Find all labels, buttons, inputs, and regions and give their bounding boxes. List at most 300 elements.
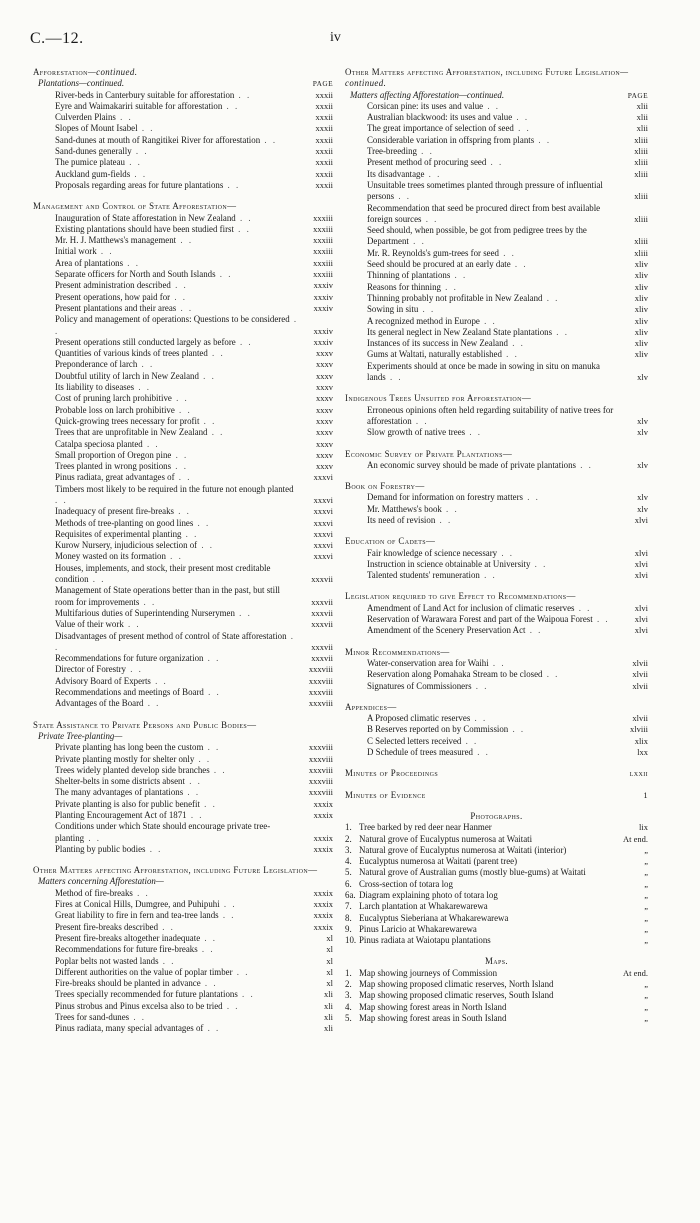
toc-entry — [345, 405, 648, 428]
page-number: xxxix — [313, 899, 333, 910]
page-column-label: PAGE — [312, 79, 333, 89]
toc-entry — [33, 619, 333, 630]
page-number: „ — [644, 890, 648, 900]
dot-leader: . . — [450, 270, 468, 281]
entry-text: Pinus radiata, many special advantages of — [55, 1023, 204, 1034]
toc-entry — [33, 484, 333, 507]
entry-text: Minutes of Evidence — [345, 789, 426, 800]
page-number: At end. — [622, 967, 648, 978]
page-number: lxxii — [629, 768, 648, 779]
dot-leader: . . — [534, 134, 552, 145]
entry-text: Mr. R. Reynolds's gum-trees for seed — [367, 247, 499, 258]
right-column — [345, 67, 648, 1034]
entry-text: Pinus strobus and Pinus excelsa also to be tried — [55, 1000, 223, 1011]
entry-text: Houses, implements, and stock, their present most creditable condition — [55, 562, 271, 585]
page-number: xxxix — [313, 887, 333, 898]
entry-text: Its need of revision — [367, 514, 436, 525]
section-heading — [345, 591, 648, 602]
page-number: xxxiv — [313, 291, 333, 302]
dot-leader: . . — [218, 910, 236, 921]
dot-leader: . . — [143, 698, 161, 709]
toc-entry — [33, 799, 333, 810]
minutes-proceedings-entry — [345, 768, 648, 779]
toc-entry — [33, 371, 333, 382]
dot-leader: . . — [530, 558, 548, 569]
entry-text: Separate officers for North and South Islands — [55, 269, 216, 280]
toc-entry — [33, 765, 333, 776]
toc-entry — [33, 687, 333, 698]
entry-text: Amendment of the Scenery Preservation Act — [367, 625, 526, 636]
dot-leader: . . — [203, 1023, 221, 1034]
left-column — [33, 67, 333, 1045]
section-heading — [345, 702, 648, 713]
document-code: C.—12. — [30, 30, 84, 47]
dot-leader: . . — [55, 314, 299, 336]
entry-text: Methods of tree-planting on good lines — [55, 517, 194, 528]
toc-entry — [33, 314, 333, 337]
page-number: xxxix — [313, 910, 333, 921]
toc-entry — [33, 393, 333, 404]
page-number: xliv — [634, 349, 648, 360]
dot-leader: . . — [237, 989, 255, 1000]
toc-entry — [345, 504, 648, 515]
toc-section — [345, 702, 648, 758]
entry-text: Money wasted on its formation — [55, 551, 166, 562]
page-number: xxxiii — [313, 235, 333, 246]
entry-text: Director of Forestry — [55, 664, 126, 675]
section-heading-text: Book on Forestry— — [345, 481, 425, 492]
toc-entry — [345, 548, 648, 559]
section-heading — [345, 481, 648, 492]
dot-leader: . . — [479, 315, 497, 326]
entry-number: 6. — [345, 878, 352, 889]
dot-leader: . . — [88, 574, 106, 585]
page-number: xxxviii — [308, 698, 333, 709]
photographs-entry — [345, 856, 648, 867]
dot-leader: . . — [411, 415, 429, 426]
page-number: xlv — [637, 492, 648, 503]
page-number: xxxviii — [308, 764, 333, 775]
entry-text: Tree barked by red deer near Hanmer — [359, 822, 492, 833]
entry-text: Tree-breeding — [367, 146, 417, 157]
section-gap — [33, 855, 333, 865]
dot-leader: . . — [507, 338, 525, 349]
page-number: xxxv — [316, 449, 333, 460]
entry-text: Pinus radiata at Waiotapu plantations — [359, 935, 491, 946]
page-number: xliii — [634, 168, 648, 179]
entry-text: Fires at Conical Hills, Dumgree, and Puhipuhi — [55, 899, 220, 910]
dot-leader: . . — [435, 514, 453, 525]
toc-entry — [345, 747, 648, 758]
dot-leader: . . — [441, 503, 459, 514]
page-number: xxxv — [316, 415, 333, 426]
toc-entry — [33, 754, 333, 765]
entry-text: Natural grove of Eucalyptus numerosa at Waitati (interior) — [359, 844, 567, 855]
toc-entry — [33, 472, 333, 483]
toc-entry — [33, 224, 333, 235]
entry-text: B Reserves reported on by Commission — [367, 724, 509, 735]
toc-entry — [33, 742, 333, 753]
entry-text: Present operations still conducted largely as before — [55, 336, 236, 347]
dot-leader: . . — [207, 427, 225, 438]
entry-text: Considerable variation in offspring from plants — [367, 134, 535, 145]
page-number: xliii — [634, 236, 648, 247]
entry-text: Requisites of experimental planting — [55, 528, 182, 539]
dot-leader: . . — [232, 966, 250, 977]
page-number: xxxiii — [313, 223, 333, 234]
toc-entry — [345, 681, 648, 692]
dot-leader: . . — [552, 326, 569, 337]
toc-section — [33, 67, 333, 191]
toc-entry — [33, 450, 333, 461]
section-gap — [345, 1024, 648, 1034]
entry-text: Value of their work — [55, 619, 124, 630]
toc-entry — [345, 570, 648, 581]
page-number: xxxiii — [313, 257, 333, 268]
entry-text: Management of State operations better than in the past, but still room for improvements — [55, 585, 281, 607]
section-gap — [345, 637, 648, 647]
entry-text: Advantages of the Board — [55, 698, 144, 709]
section-heading — [33, 67, 333, 78]
toc-entry — [345, 559, 648, 570]
page-number: xlvii — [632, 669, 648, 680]
toc-section — [345, 67, 648, 383]
toc-entry — [33, 787, 333, 798]
dot-leader: . . — [198, 370, 216, 381]
maps-entry — [345, 990, 648, 1001]
page-number: xliv — [634, 315, 648, 326]
dot-leader: . . — [137, 123, 155, 134]
entry-text: A recognized method in Europe — [367, 315, 480, 326]
dot-leader: . . — [592, 614, 610, 625]
entry-text: A Proposed climatic reserves — [367, 713, 471, 724]
toc-entry — [33, 439, 333, 450]
entry-text: Area of plantations — [55, 257, 124, 268]
page-number: xliii — [634, 157, 648, 168]
page-number: xlvi — [634, 625, 648, 636]
photographs-entry — [345, 834, 648, 845]
page-number: xxxv — [316, 461, 333, 472]
page-number: xxxvii — [311, 574, 333, 585]
page-number: xlvi — [634, 614, 648, 625]
entry-text: Cost of pruning larch prohibitive — [55, 393, 172, 404]
entry-text: Seed should, when possible, be got from pedigree trees by the Department — [367, 225, 587, 247]
page-number: xxxii — [315, 100, 333, 111]
page-number: xxxv — [316, 370, 333, 381]
dot-leader: . . — [132, 887, 150, 898]
toc-entry — [33, 280, 333, 291]
maps-entry — [345, 1002, 648, 1013]
entry-text: Initial work — [55, 246, 97, 257]
dot-leader: . . — [199, 798, 217, 809]
page-number: xxxiii — [313, 246, 333, 257]
entry-number: 9. — [345, 923, 352, 934]
page-number: xlvii — [632, 657, 648, 668]
toc-entry — [33, 303, 333, 314]
page-number: „ — [644, 990, 648, 1001]
section-heading-continued: —continued. — [87, 67, 138, 77]
page-number: xxxvii — [311, 619, 333, 630]
dot-leader: . . — [115, 112, 133, 123]
dot-leader: . . — [200, 932, 218, 943]
page-number: xlv — [637, 459, 648, 470]
toc-entry — [33, 180, 333, 191]
entry-text: The great importance of selection of seed — [367, 123, 514, 134]
dot-leader: . . — [174, 506, 191, 517]
dot-leader: . . — [200, 978, 218, 989]
page-number: „ — [644, 935, 648, 946]
section-heading-text: Afforestation — [33, 67, 88, 77]
page-number: xxxv — [316, 393, 333, 404]
roman-page-number: iv — [330, 30, 341, 45]
toc-entry — [345, 316, 648, 327]
dot-leader: . . — [174, 472, 192, 483]
section-heading — [345, 647, 648, 658]
page-number: xlviii — [630, 724, 648, 735]
page-number: „ — [644, 867, 648, 878]
toc-entry — [33, 427, 333, 438]
entry-text: Erroneous opinions often held regarding suitability of native trees for afforestation — [367, 404, 614, 426]
section-gap — [345, 581, 648, 591]
page-number: xli — [324, 989, 333, 1000]
dot-leader: . . — [510, 259, 528, 270]
entry-text: Map showing forest areas in South Island — [359, 1012, 507, 1023]
entry-text: Map showing forest areas in North Island — [359, 1001, 507, 1012]
page-number: xxxviii — [308, 776, 333, 787]
dot-leader: . . — [170, 280, 188, 291]
page-number: xl — [326, 932, 333, 943]
entry-text: Its disadvantage — [367, 168, 425, 179]
toc-section — [345, 591, 648, 636]
photographs-entry — [345, 890, 648, 901]
entry-text: Inadequacy of present fire-breaks — [55, 506, 175, 517]
toc-entry — [33, 518, 333, 529]
entry-text: Catalpa speciosa planted — [55, 438, 143, 449]
toc-entry — [33, 933, 333, 944]
page-number: xxxvii — [311, 607, 333, 618]
entry-number: 3. — [345, 990, 352, 1001]
entry-number: 1. — [345, 822, 352, 833]
entry-text: Sowing in situ — [367, 304, 419, 315]
dot-leader: . . — [234, 607, 252, 618]
page-number: xxxii — [315, 134, 333, 145]
toc-entry — [33, 348, 333, 359]
entry-text: Trees specially recommended for future plantations — [55, 989, 238, 1000]
toc-entry — [345, 736, 648, 747]
page-number: xlv — [637, 503, 648, 514]
dot-leader: . . — [416, 146, 434, 157]
dot-leader: . . — [139, 596, 157, 607]
entry-text: Kurow Nursery, injudicious selection of — [55, 540, 198, 551]
entry-text: Cross-section of totara log — [359, 878, 453, 889]
page-number: xxxix — [313, 832, 333, 843]
toc-entry — [33, 292, 333, 303]
dot-leader: . . — [176, 235, 194, 246]
page-number: xxxii — [315, 112, 333, 123]
entry-text: Reservation along Pomahaka Stream to be closed — [367, 669, 543, 680]
dot-leader: . . — [235, 336, 253, 347]
entry-text: Australian blackwood: its uses and value — [367, 112, 513, 123]
page-number: xliv — [634, 292, 648, 303]
dot-leader: . . — [125, 664, 143, 675]
section-heading — [33, 201, 333, 212]
dot-leader: . . — [181, 528, 199, 539]
dot-leader: . . — [142, 438, 160, 449]
toc-entry — [345, 361, 648, 384]
page-number: xlv — [637, 427, 648, 438]
entry-number: 1. — [345, 967, 352, 978]
toc-entry — [33, 146, 333, 157]
page-number: „ — [644, 912, 648, 923]
dot-leader: . . — [197, 540, 215, 551]
page-number: xxxii — [315, 89, 333, 100]
photographs-entry — [345, 935, 648, 946]
entry-text: Instruction in science obtainable at University — [367, 558, 531, 569]
section-gap — [345, 383, 648, 393]
dot-leader: . . — [542, 292, 560, 303]
toc-entry — [33, 664, 333, 675]
entry-text: Trees planted in wrong positions — [55, 461, 172, 472]
dot-leader: . . — [523, 492, 540, 503]
entry-text: Preponderance of larch — [55, 359, 138, 370]
toc-entry — [33, 844, 333, 855]
page-number: xxxviii — [308, 664, 333, 675]
page-number: xxxix — [313, 843, 333, 854]
dot-leader: . . — [465, 427, 482, 438]
page-number: xxxiv — [313, 280, 333, 291]
entry-text: Proposals regarding areas for future plantations — [55, 179, 224, 190]
dot-leader: . . — [424, 168, 442, 179]
entry-text: Eucalyptus numerosa at Waitati (parent tree) — [359, 856, 518, 867]
section-gap — [345, 692, 648, 702]
toc-entry — [33, 956, 333, 967]
dot-leader: . . — [207, 348, 225, 359]
toc-section — [33, 865, 333, 1034]
dot-leader: . . — [525, 625, 543, 636]
entry-text: Minutes of Proceedings — [345, 768, 439, 779]
dot-leader: . . — [186, 810, 204, 820]
page-number: xxxv — [316, 404, 333, 415]
entry-text: Seed should be procured at an early date — [367, 259, 511, 270]
entry-text: C Selected letters received — [367, 735, 462, 746]
page-number: xxxvii — [311, 653, 333, 664]
entry-text: Reservation of Warawara Forest and part of the Waipoua Forest — [367, 614, 593, 625]
dot-leader: . . — [576, 459, 593, 470]
dot-leader: . . — [215, 269, 233, 280]
dot-leader: . . — [165, 551, 183, 562]
section-heading-text: Indigenous Trees Unsuited for Afforestation— — [345, 393, 532, 404]
toc-entry — [33, 631, 333, 654]
dot-leader: . . — [499, 247, 516, 258]
entry-text: Natural grove of Australian gums (mostly blue-gums) at Waitati — [359, 867, 586, 878]
photographs-entry — [345, 822, 648, 833]
page-number: xliv — [634, 270, 648, 281]
entry-text: Experiments should at once be made in sowing in situ on manuka lands — [367, 360, 600, 383]
entry-text: Thinning probably not profitable in New Zealand — [367, 292, 543, 303]
dot-leader: . . — [408, 236, 426, 247]
entry-text: Thinning of plantations — [367, 270, 451, 281]
section-heading-text: State Assistance to Private Persons and Public Bodies— — [33, 719, 257, 730]
entry-text: Private planting mostly for shelter only — [55, 753, 195, 764]
page-number: xxxii — [315, 157, 333, 168]
page-number: xxxv — [316, 427, 333, 438]
page-number: xxxv — [316, 438, 333, 449]
toc-entry — [345, 282, 648, 293]
page-number: xxxviii — [308, 687, 333, 698]
section-heading — [345, 536, 648, 547]
toc-entry — [33, 101, 333, 112]
toc-entry — [345, 293, 648, 304]
entry-text: Mr. Matthews's book — [367, 503, 442, 514]
dot-leader: . . — [470, 713, 488, 724]
entry-text: Map showing journeys of Commission — [359, 967, 498, 978]
photographs-entry — [345, 867, 648, 878]
entry-text: Amendment of Land Act for inclusion of climatic reserves — [367, 602, 575, 613]
toc-section — [33, 720, 333, 856]
entry-text: Present method of procuring seed — [367, 157, 487, 168]
entry-text: Trees that are unprofitable in New Zealand — [55, 427, 208, 438]
entry-text: Recommendation that seed be procured direct from best available foreign sources — [367, 202, 601, 224]
dot-leader: . . — [123, 257, 140, 268]
entry-number: 7. — [345, 901, 352, 912]
dot-leader: . . — [134, 382, 152, 393]
maps-heading: Maps. — [484, 956, 509, 967]
entry-text: River-beds in Canterbury suitable for afforestation — [55, 89, 235, 100]
toc-entry — [345, 146, 648, 157]
toc-entry — [33, 653, 333, 664]
toc-section — [33, 201, 333, 709]
entry-text: Doubtful utility of larch in New Zealand — [55, 370, 199, 381]
page-number: xlii — [636, 100, 648, 111]
toc-entry — [345, 135, 648, 146]
toc-entry — [33, 989, 333, 1000]
page-number: xxxviii — [308, 675, 333, 686]
dot-leader: . . — [234, 89, 252, 100]
dot-leader: . . — [497, 547, 514, 558]
subsection-heading: Plantations—continued. — [38, 78, 125, 89]
section-gap — [33, 191, 333, 201]
entry-text: Gums at Waltati, naturally established — [367, 349, 502, 360]
page-number: xxxvi — [313, 506, 333, 517]
page-number: xlvii — [632, 680, 648, 691]
page-number: xlvi — [634, 570, 648, 581]
dot-leader: . . — [222, 1000, 240, 1011]
entry-text: Diagram explaining photo of totara log — [359, 890, 498, 900]
entry-text: Multifarious duties of Superintending Nurserymen — [55, 607, 235, 618]
toc-entry — [33, 246, 333, 257]
entry-number: 4. — [345, 856, 352, 867]
dot-leader: . . — [488, 657, 506, 668]
toc-entry — [33, 944, 333, 955]
toc-entry — [33, 269, 333, 280]
page-number: xxxviii — [308, 742, 333, 753]
page-number: „ — [644, 979, 648, 990]
page-number: lix — [639, 822, 648, 833]
toc-entry — [345, 101, 648, 112]
entry-text: Shelter-belts in some districts absent — [55, 776, 185, 787]
maps-entry — [345, 1013, 648, 1024]
page-number: xlv — [637, 415, 648, 426]
toc-entry — [33, 978, 333, 989]
toc-entry — [345, 225, 648, 248]
entry-text: Map showing proposed climatic reserves, South Island — [359, 990, 554, 1001]
dot-leader: . . — [542, 669, 560, 680]
dot-leader: . . — [235, 212, 253, 223]
toc-entry — [345, 492, 648, 503]
toc-entry — [33, 157, 333, 168]
entry-text: Advisory Board of Experts — [55, 675, 151, 686]
entry-text: Pinus radiata, great advantages of — [55, 472, 175, 483]
